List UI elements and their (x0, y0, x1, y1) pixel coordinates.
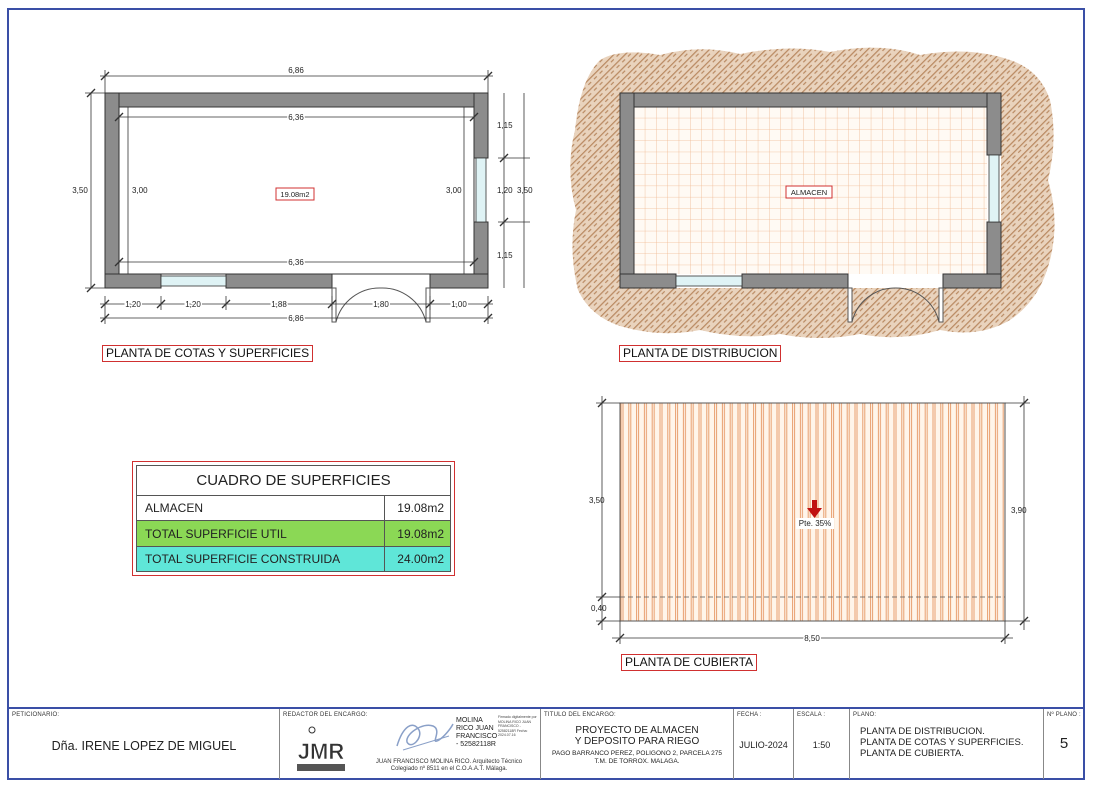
dim-right-inner: 3,00 (446, 186, 462, 195)
title-block (9, 707, 1084, 779)
dim-bottom-seg4: 1,80 (373, 300, 389, 309)
table-row-label: TOTAL SUPERFICIE UTIL (145, 526, 287, 541)
escala-value: 1:50 (812, 740, 831, 750)
dim-right-seg3: 1,15 (497, 251, 513, 260)
cubierta-dim-left: 3,50 (589, 496, 605, 505)
plano-cell (850, 709, 1044, 779)
signer-name-1: MOLINA (456, 717, 483, 724)
numero-plano-caption: Nº PLANO : (1047, 712, 1081, 718)
plan-distribucion-title: PLANTA DE DISTRIBUCION (619, 345, 781, 362)
cotas-area-tag: 19.08m2 (280, 190, 310, 199)
table-row (137, 495, 450, 520)
titulo-line-4: T.M. DE TORROX. MALAGA. (594, 758, 680, 765)
table-row-value: 19.08m2 (384, 496, 450, 520)
dim-interior-bottom: 6,36 (288, 258, 304, 267)
cubierta-dim-bottom: 8,50 (804, 634, 820, 643)
table-row-label: ALMACEN (145, 501, 204, 516)
redactor-line-1: JUAN FRANCISCO MOLINA RICO. Arquitecto Técnico (375, 759, 523, 765)
dim-bottom-total: 6,86 (288, 314, 304, 323)
dim-bottom-seg2: 1,20 (185, 300, 201, 309)
digital-signature-note: Firmado digitalmente por MOLINA RICO JUAN FRANCISCO - 52582118R Fecha: 2024.07.16 (498, 715, 537, 737)
plano-line-1: PLANTA DE DISTRIBUCION. (860, 726, 985, 737)
table-row (137, 546, 450, 571)
fecha-cell (734, 709, 794, 779)
escala-caption: ESCALA : (797, 712, 826, 718)
table-row-value: 24.00m2 (384, 547, 450, 571)
jmr-logo-icon (297, 721, 345, 773)
peticionario-name: Dña. IRENE LOPEZ DE MIGUEL (51, 739, 237, 753)
signature-icon (393, 716, 455, 754)
numero-plano-cell (1044, 709, 1084, 779)
dim-bottom-seg5: 1,00 (451, 300, 467, 309)
peticionario-caption: PETICIONARIO: (12, 712, 60, 718)
table-row-value: 19.08m2 (384, 521, 450, 545)
titulo-caption: TITULO DEL ENCARGO: (544, 712, 616, 718)
dim-left-inner: 3,00 (132, 186, 148, 195)
distribucion-room-tag: ALMACEN (790, 188, 828, 197)
titulo-cell (541, 709, 734, 779)
signer-name-3: FRANCISCO (456, 733, 498, 740)
signer-name-2: RICO JUAN (456, 725, 494, 732)
dim-bottom-seg3: 1,88 (271, 300, 287, 309)
cubierta-dim-right: 3,90 (1011, 506, 1027, 515)
plano-caption: PLANO: (853, 712, 877, 718)
dim-top-total: 6,86 (288, 66, 304, 75)
svg-text:JMR: JMR (297, 739, 345, 764)
fecha-value: JULIO-2024 (739, 740, 788, 750)
plano-line-3: PLANTA DE CUBIERTA. (860, 748, 964, 759)
dim-interior-top: 6,36 (288, 113, 304, 122)
redactor-line-2: Colegiado nº 8511 en el C.O.A.A.T. Málaga. (390, 766, 508, 772)
cubierta-dim-left-small: 0,40 (591, 604, 607, 613)
plan-cubierta-title: PLANTA DE CUBIERTA (621, 654, 757, 671)
plano-line-2: PLANTA DE COTAS Y SUPERFICIES. (860, 737, 1024, 748)
titulo-line-2: Y DEPOSITO PARA RIEGO (574, 736, 700, 747)
surfaces-table (132, 461, 455, 576)
surfaces-table-title: CUADRO DE SUPERFICIES (196, 472, 391, 490)
dim-right-seg1: 1,15 (497, 121, 513, 130)
peticionario-cell (9, 709, 280, 779)
redactor-cell (280, 709, 541, 779)
signer-id: - 52582118R (456, 741, 496, 748)
redactor-caption: REDACTOR DEL ENCARGO: (283, 712, 368, 718)
dim-bottom-seg1: 1,20 (125, 300, 141, 309)
dim-right-seg2: 1,20 (497, 186, 513, 195)
numero-plano-value: 5 (1059, 735, 1069, 752)
titulo-line-1: PROYECTO DE ALMACEN (575, 725, 699, 736)
dim-left-outer: 3,50 (72, 186, 88, 195)
fecha-caption: FECHA : (737, 712, 762, 718)
table-row (137, 520, 450, 545)
plan-cotas-title: PLANTA DE COTAS Y SUPERFICIES (102, 345, 313, 362)
roof-slope-label: Pte. 35% (798, 519, 832, 528)
cotas-windows (161, 158, 486, 286)
dim-right-total: 3,50 (517, 186, 533, 195)
table-row-label: TOTAL SUPERFICIE CONSTRUIDA (145, 551, 341, 566)
titulo-line-3: PAGO BARRANCO PEREZ, POLIGONO 2, PARCELA 275 (552, 750, 722, 757)
escala-cell (794, 709, 850, 779)
